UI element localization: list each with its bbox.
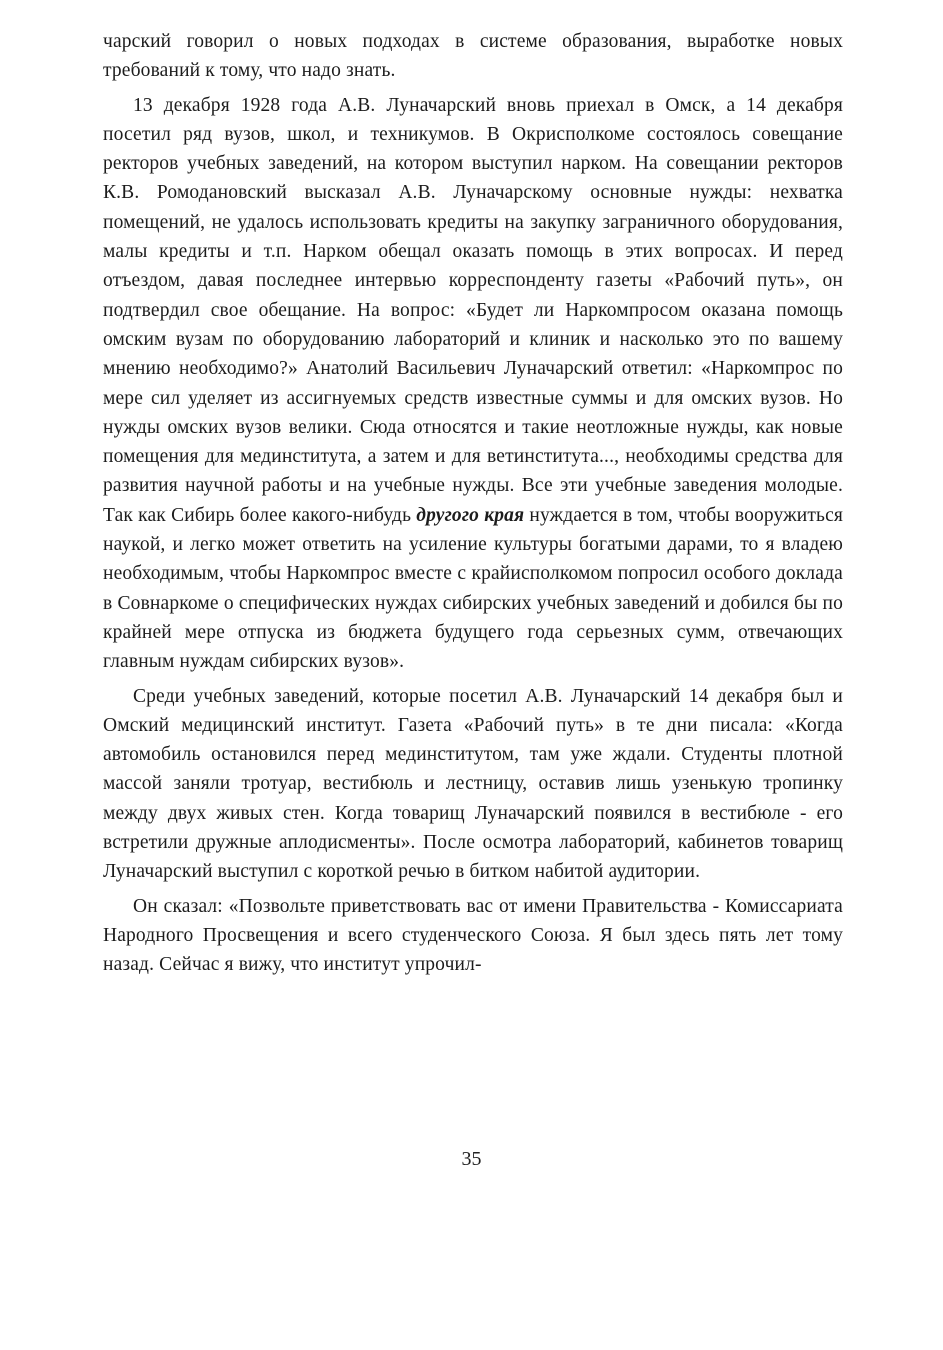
paragraph-lunacharsky-visit <box>103 91 843 677</box>
paragraph-text-part: 13 декабря 1928 года А.В. Луначарский вновь приехал в Омск, а 14 декабря посетил ряд вузов, школ, и техникумов. В Окрисполкоме состоялось совещание ректоров учебных заведений, на котором выступил нарком. На совещании ректоров К.В. Ромодановский высказал А.В. Луначарскому основные нужды: нехватка помещений, не удалось использовать кредиты на закупку заграничного оборудования, малы кредиты и т.п. Нарком обещал оказать помощь в этих вопросах. И перед отъездом, давая последнее интервью корреспонденту газеты «Рабочий путь», он подтвердил свое обещание. На вопрос: «Будет ли Наркомпросом оказана помощь омским вузам по оборудованию лабораторий и клиник и насколько это по вашему мнению необходимо?» Анатолий Васильевич Луначарский ответил: «Наркомпрос по мере сил уделяет из ассигнуемых средств известные суммы и для омских вузов. Но нужды омских вузов велики. Сюда относятся и такие неотложные нужды, как новые помещения для мединститута, а затем и для ветинститута..., необходимы средства для развития научной работы и на учебные нужды. Все эти учебные заведения молодые. Так как Сибирь более какого-нибудь <box>103 94 843 526</box>
page-number: 35 <box>461 1148 482 1170</box>
paragraph-medical-institute: Среди учебных заведений, которые посетил А.В. Луначарский 14 декабря был и Омский медицинский институт. Газета «Рабочий путь» в те дни писала: «Когда автомобиль остановился перед мединститутом, там уже ждали. Студенты плотной массой заняли тротуар, вестибюль и лестницу, оставив лишь узенькую тропинку между двух живых стен. Когда товарищ Луначарский появился в вестибюле - его встретили дружные аплодисменты». После осмотра лабораторий, кабинетов товарищ Луначарский выступил с короткой речью в битком набитой аудитории. <box>103 685 843 883</box>
paragraph-speech: Он сказал: «Позвольте приветствовать вас от имени Правительства - Комиссариата Народного Просвещения и всего студенческого Союза. Я был здесь пять лет тому назад. Сейчас я вижу, что институт упрочил- <box>103 895 843 976</box>
paragraph-text-part: нуждается в том, чтобы вооружиться наукой, и легко может ответить на усиление культуры богатыми дарами, то я владею необходимым, чтобы Наркомпрос вместе с крайисполкомом попросил особого доклада в Совнаркоме о специфических нуждах сибирских учебных заведений и добился бы по крайней мере отпуска из бюджета будущего года серьезных сумм, отвечающих главным нуждам сибирских вузов». <box>103 504 844 673</box>
paragraph-continuation: чарский говорил о новых подходах в системе образования, выработке новых требований к тому, что надо знать. <box>103 31 843 82</box>
document-page <box>103 27 843 985</box>
emphasized-phrase: другого края <box>416 504 525 526</box>
